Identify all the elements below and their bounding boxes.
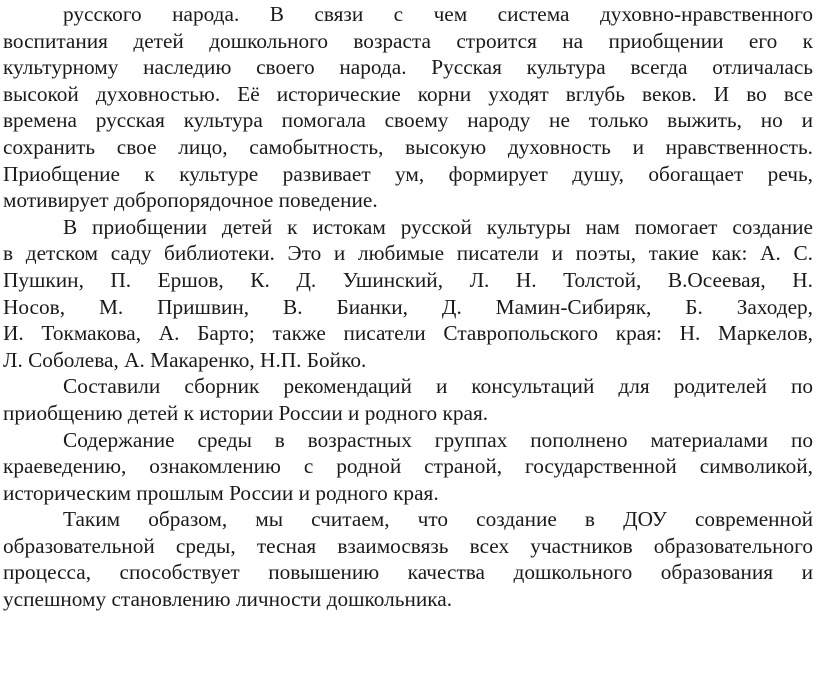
text-line: Пушкин, П. Ершов, К. Д. Ушинский, Л. Н. Толстой, В.Осеевая, Н. [3, 267, 813, 292]
text-line: Приобщение к культуре развивает ум, формирует душу, обогащает речь, [3, 161, 813, 186]
text-line: Содержание среды в возрастных группах пополнено материалами по [63, 427, 813, 452]
text-line: высокой духовностью. Её исторические корни уходят вглубь веков. И во все [3, 81, 813, 106]
text-line: успешному становлению личности дошкольника. [3, 587, 453, 612]
text-line: культурному наследию своего народа. Русская культура всегда отличалась [3, 55, 813, 80]
text-line: И. Токмакова, А. Барто; также писатели Ставропольского края: Н. Маркелов, [3, 321, 813, 346]
paragraph-environment [3, 427, 813, 507]
text-line: процесса, способствует повышению качества дошкольного образования и [3, 560, 813, 585]
paragraph-conclusion [3, 506, 813, 612]
text-line: образовательной среды, тесная взаимосвязь всех участников образовательного [3, 533, 813, 558]
text-line: русского народа. В связи с чем система духовно-нравственного [63, 2, 813, 26]
text-line: Составили сборник рекомендаций и консультаций для родителей по [63, 374, 813, 399]
text-line: Носов, М. Пришвин, В. Бианки, Д. Мамин-Сибиряк, Б. Заходер, [3, 294, 813, 319]
text-line: в детском саду библиотеки. Это и любимые писатели и поэты, такие как: А. С. [3, 241, 813, 266]
text-line: Таким образом, мы считаем, что создание в ДОУ современной [63, 507, 813, 532]
text-line: времена русская культура помогала своему народу не только выжить, но и [3, 108, 813, 133]
text-line: приобщению детей к истории России и родного края. [3, 400, 489, 425]
paragraph-recommendations [3, 373, 813, 426]
text-line: сохранить свое лицо, самобытность, высокую духовность и нравственность. [3, 134, 813, 159]
text-line: историческим прошлым России и родного края. [3, 480, 439, 505]
text-line: краеведению, ознакомлению с родной страной, государственной символикой, [3, 454, 813, 479]
text-line: мотивирует добропорядочное поведение. [3, 188, 378, 213]
paragraph-library [3, 214, 813, 374]
paragraph-russian-culture [3, 1, 813, 214]
text-line: воспитания детей дошкольного возраста строится на приобщении его к [3, 28, 813, 53]
text-line: Л. Соболева, А. Макаренко, Н.П. Бойко. [3, 347, 367, 372]
text-line: В приобщении детей к истокам русской культуры нам помогает создание [63, 214, 813, 239]
